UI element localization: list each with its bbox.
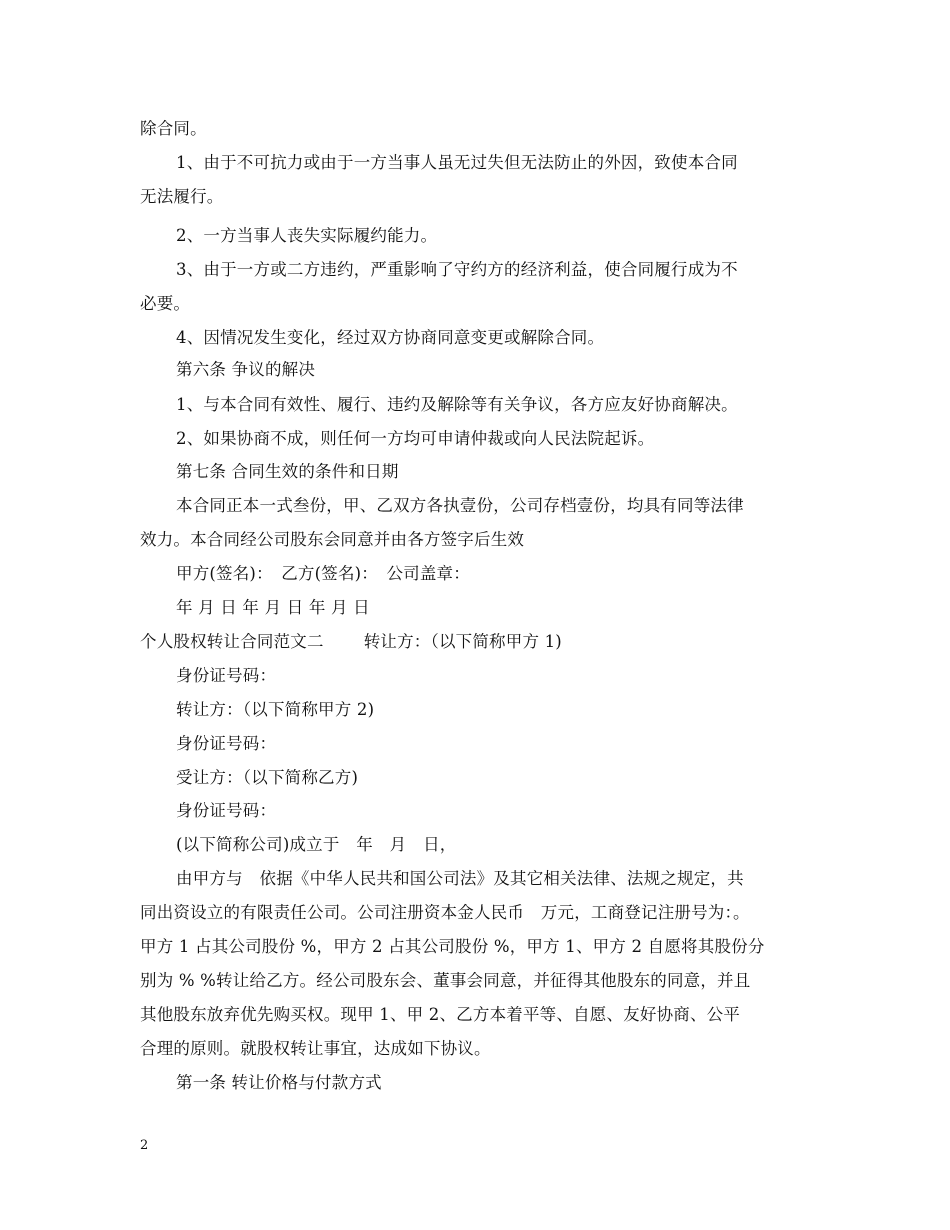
paragraph-line: 2、一方当事人丧失实际履约能力。 (176, 226, 438, 245)
paragraph-line: 无法履行。 (140, 187, 224, 206)
paragraph-line: 身份证号码： (176, 734, 277, 753)
paragraph-line: 别为 % %转让给乙方。经公司股东会、董事会同意，并征得其他股东的同意，并且 (140, 971, 751, 990)
section-heading: 第六条 争议的解决 (176, 360, 316, 379)
paragraph-line: (以下简称公司)成立于 年 月 日， (176, 835, 457, 854)
paragraph-line: 受让方：（以下简称乙方) (176, 768, 359, 787)
paragraph-line: 必要。 (140, 294, 191, 313)
paragraph-line: 2、如果协商不成，则任何一方均可申请仲裁或向人民法院起诉。 (176, 429, 655, 448)
paragraph-line: 其他股东放弃优先购买权。现甲 1、甲 2、乙方本着平等、自愿、友好协商、公平 (140, 1005, 741, 1024)
transferor-1-label: 转让方：（以下简称甲方 1) (363, 632, 562, 651)
date-line: 年 月 日 年 月 日 年 月 日 (176, 598, 370, 617)
paragraph-line: 身份证号码： (176, 666, 277, 685)
section-heading: 第七条 合同生效的条件和日期 (176, 462, 399, 481)
section-heading: 第一条 转让价格与付款方式 (176, 1073, 382, 1092)
paragraph-line: 由甲方与 依据《中华人民共和国公司法》及其它相关法律、法规之规定，共 (176, 869, 744, 888)
paragraph-line: 转让方：（以下简称甲方 2) (176, 700, 375, 719)
paragraph-line: 除合同。 (140, 119, 207, 138)
paragraph-line: 身份证号码： (176, 801, 277, 820)
paragraph-line: 本合同正本一式叁份，甲、乙双方各执壹份，公司存档壹份，均具有同等法律 (176, 496, 744, 515)
paragraph-line: 1、与本合同有效性、履行、违约及解除等有关争议，各方应友好协商解决。 (176, 395, 738, 414)
signature-line: 甲方(签名)： 乙方(签名)： 公司盖章： (176, 564, 470, 583)
paragraph-line: 甲方 1 占其公司股份 %，甲方 2 占其公司股份 %，甲方 1、甲方 2 自愿将其股份分 (140, 937, 765, 956)
page-number: 2 (140, 1138, 149, 1153)
paragraph-line: 3、由于一方或二方违约，严重影响了守约方的经济利益，使合同履行成为不 (176, 260, 738, 279)
document-title-line (140, 632, 562, 652)
paragraph-line: 效力。本合同经公司股东会同意并由各方签字后生效 (140, 530, 525, 549)
paragraph-line: 合理的原则。就股权转让事宜，达成如下协议。 (140, 1039, 491, 1058)
paragraph-line: 1、由于不可抗力或由于一方当事人虽无过失但无法防止的外因，致使本合同 (176, 153, 738, 172)
document-title: 个人股权转让合同范文二 (140, 632, 324, 651)
paragraph-line: 4、因情况发生变化，经过双方协商同意变更或解除合同。 (176, 328, 605, 347)
paragraph-line: 同出资设立的有限责任公司。公司注册资本金人民币 万元，工商登记注册号为：。 (140, 903, 750, 922)
